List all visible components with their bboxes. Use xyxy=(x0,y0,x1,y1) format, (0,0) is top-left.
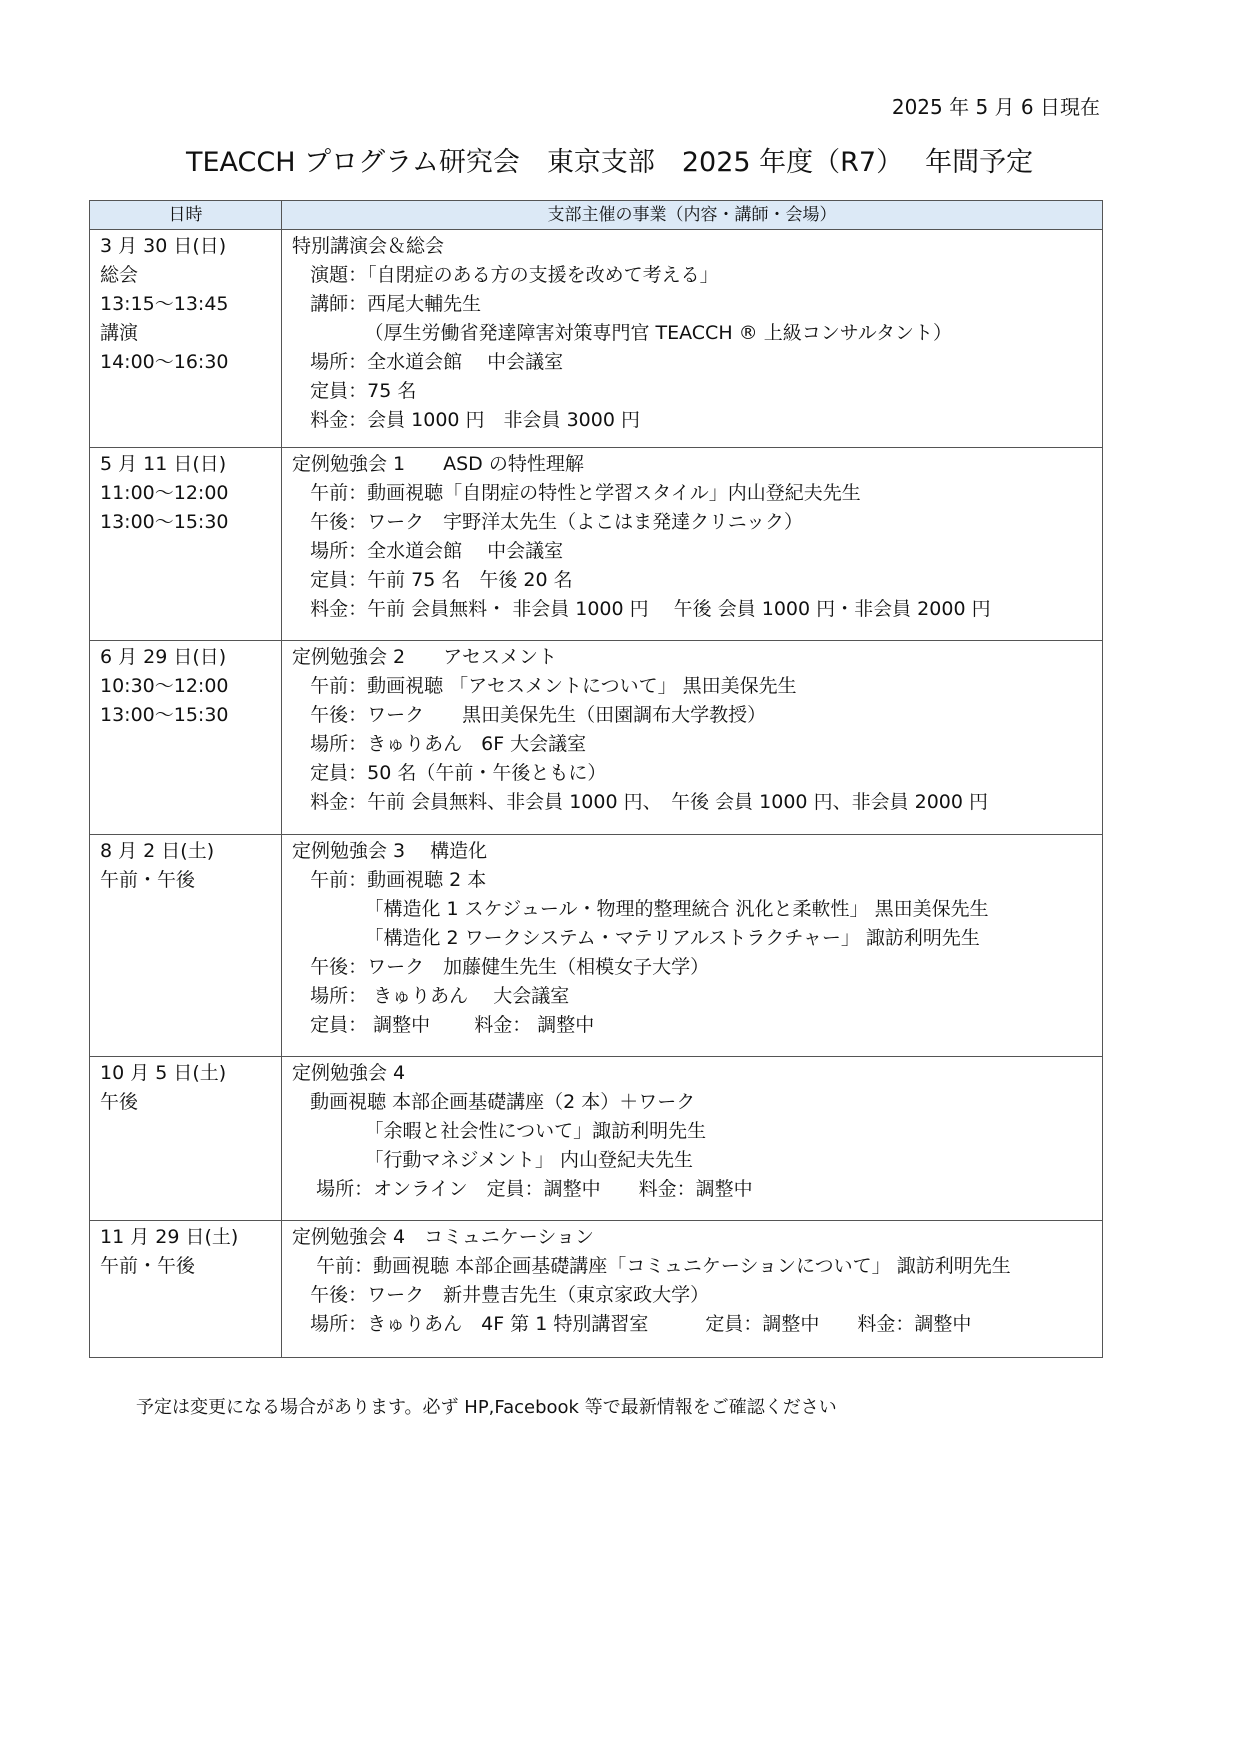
detail-line: 定員：50 名（午前・午後ともに） xyxy=(292,762,607,784)
detail-cell xyxy=(282,1057,1103,1221)
date-line: 11 月 29 日(土) xyxy=(100,1226,239,1248)
detail-line: 午前：動画視聴 「アセスメントについて」 黒田美保先生 xyxy=(292,675,797,697)
detail-line: 料金：午前 会員無料、非会員 1000 円、 午後 会員 1000 円、非会員 2000 円 xyxy=(292,791,988,813)
date-cell xyxy=(90,230,282,448)
detail-line: 定例勉強会 4 xyxy=(292,1062,406,1084)
detail-line: 定例勉強会 2 アセスメント xyxy=(292,646,557,668)
detail-line: 定員：午前 75 名 午後 20 名 xyxy=(292,569,573,591)
detail-cell xyxy=(282,1221,1103,1358)
detail-line: 午前：動画視聴 2 本 xyxy=(292,869,487,891)
document-title: TEACCH プログラム研究会 東京支部 2025 年度（R7） 年間予定 xyxy=(186,147,1034,178)
table-row xyxy=(90,641,1103,835)
detail-line: 場所：全水道会館 中会議室 xyxy=(292,351,564,373)
table-row xyxy=(90,1221,1103,1358)
date-line: 13:15〜13:45 xyxy=(100,293,229,315)
detail-line: 「余暇と社会性について」諏訪利明先生 xyxy=(292,1120,707,1142)
detail-line: 午後：ワーク 宇野洋太先生（よこはま発達クリニック） xyxy=(292,511,803,533)
detail-line: 場所：きゅりあん 4F 第 1 特別講習室 定員：調整中 料金：調整中 xyxy=(292,1313,972,1335)
date-line: 3 月 30 日(日) xyxy=(100,235,227,257)
detail-line: 「構造化 2 ワークシステム・マテリアルストラクチャー」 諏訪利明先生 xyxy=(292,927,980,949)
column-header-detail: 支部主催の事業（内容・講師・会場） xyxy=(282,201,1103,230)
detail-line: 講師：西尾大輔先生 xyxy=(292,293,482,315)
footnote: 予定は変更になる場合があります。必ず HP,Facebook 等で最新情報をご確認ください xyxy=(136,1397,837,1418)
as-of-date: 2025 年 5 月 6 日現在 xyxy=(891,95,1100,119)
detail-line: 「構造化 1 スケジュール・物理的整理統合 汎化と柔軟性」 黒田美保先生 xyxy=(292,898,989,920)
detail-line: 料金：会員 1000 円 非会員 3000 円 xyxy=(292,409,640,431)
detail-line: 動画視聴 本部企画基礎講座（2 本）＋ワーク xyxy=(292,1091,696,1113)
date-line: 午後 xyxy=(100,1091,139,1113)
detail-line: 場所：全水道会館 中会議室 xyxy=(292,540,564,562)
detail-line: 午後：ワーク 新井豊吉先生（東京家政大学） xyxy=(292,1284,710,1306)
detail-line: 午後：ワーク 加藤健生先生（相模女子大学） xyxy=(292,956,710,978)
date-line: 6 月 29 日(日) xyxy=(100,646,227,668)
detail-line: 午後：ワーク 黒田美保先生（田園調布大学教授） xyxy=(292,704,767,726)
detail-line: 場所：オンライン 定員：調整中 料金：調整中 xyxy=(292,1178,753,1200)
date-line: 午前・午後 xyxy=(100,869,196,891)
table-row xyxy=(90,1057,1103,1221)
date-cell xyxy=(90,1057,282,1221)
detail-line: 特別講演会＆総会 xyxy=(292,235,445,257)
detail-line: 料金：午前 会員無料・ 非会員 1000 円 午後 会員 1000 円・非会員 2000 円 xyxy=(292,598,991,620)
date-line: 14:00〜16:30 xyxy=(100,351,229,373)
detail-line: 定例勉強会 1 ASD の特性理解 xyxy=(292,453,584,475)
date-line: 10:30〜12:00 xyxy=(100,675,229,697)
detail-line: （厚生労働省発達障害対策専門官 TEACCH ® 上級コンサルタント） xyxy=(292,322,952,344)
detail-line: 演題：「自閉症のある方の支援を改めて考える」 xyxy=(292,264,719,286)
date-line: 5 月 11 日(日) xyxy=(100,453,227,475)
date-line: 11:00〜12:00 xyxy=(100,482,229,504)
date-cell xyxy=(90,448,282,641)
table-row xyxy=(90,835,1103,1057)
detail-line: 定員：75 名 xyxy=(292,380,417,402)
date-cell xyxy=(90,1221,282,1358)
detail-line: 場所： きゅりあん 大会議室 xyxy=(292,985,570,1007)
table-header-row xyxy=(90,201,1103,230)
detail-line: 定例勉強会 4 コミュニケーション xyxy=(292,1226,594,1248)
detail-cell xyxy=(282,835,1103,1057)
date-line: 8 月 2 日(土) xyxy=(100,840,215,862)
detail-line: 場所：きゅりあん 6F 大会議室 xyxy=(292,733,587,755)
detail-line: 「行動マネジメント」 内山登紀夫先生 xyxy=(292,1149,693,1171)
detail-cell xyxy=(282,230,1103,448)
detail-line: 定員： 調整中 料金： 調整中 xyxy=(292,1014,595,1036)
date-cell xyxy=(90,835,282,1057)
detail-cell xyxy=(282,448,1103,641)
table-row xyxy=(90,448,1103,641)
detail-line: 午前：動画視聴「自閉症の特性と学習スタイル」内山登紀夫先生 xyxy=(292,482,861,504)
schedule-table xyxy=(89,200,1103,1358)
detail-line: 定例勉強会 3 構造化 xyxy=(292,840,488,862)
date-line: 13:00〜15:30 xyxy=(100,704,229,726)
column-header-date: 日時 xyxy=(90,201,282,230)
date-line: 講演 xyxy=(100,322,139,344)
date-line: 総会 xyxy=(100,264,139,286)
date-line: 13:00〜15:30 xyxy=(100,511,229,533)
date-line: 午前・午後 xyxy=(100,1255,196,1277)
date-line: 10 月 5 日(土) xyxy=(100,1062,227,1084)
detail-cell xyxy=(282,641,1103,835)
date-cell xyxy=(90,641,282,835)
table-row xyxy=(90,230,1103,448)
detail-line: 午前：動画視聴 本部企画基礎講座「コミュニケーションについて」 諏訪利明先生 xyxy=(292,1255,1011,1277)
